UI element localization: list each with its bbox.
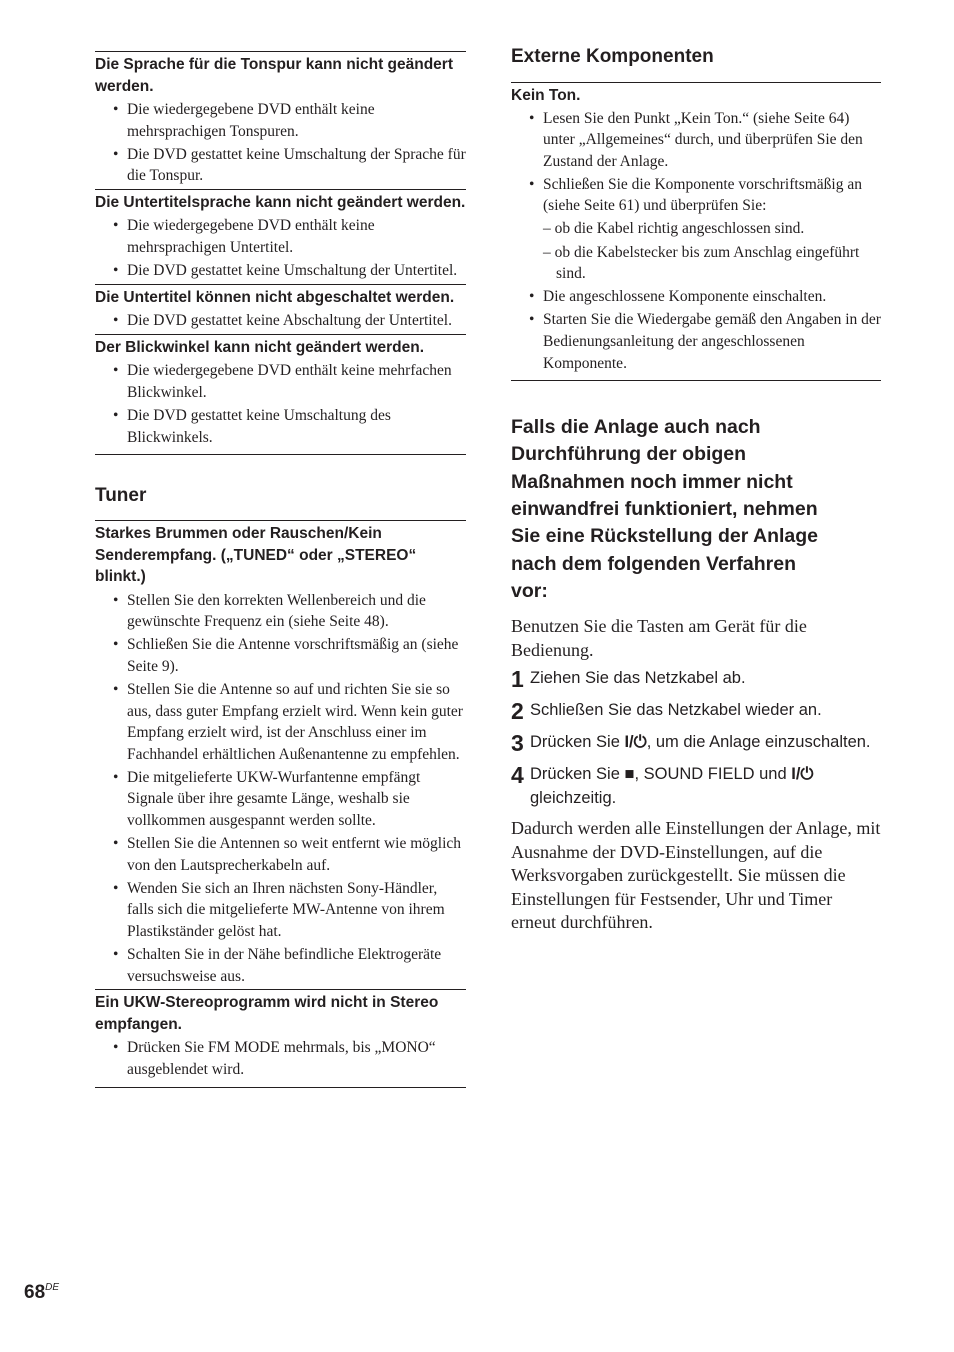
list-item: • Die mitgelieferte UKW-Wurfantenne empfängt Signale über ihre gesamte Länge, weshalb sie vollkommen ausgespannt werden sollte. — [127, 767, 466, 832]
divider — [95, 1087, 466, 1088]
list-item: • Die DVD gestattet keine Abschaltung der Untertitel. — [127, 310, 466, 332]
bullet-list — [95, 215, 466, 281]
section-title-external: Externe Komponenten — [511, 46, 714, 67]
list-item: • Wenden Sie sich an Ihren nächsten Sony-Händler, falls sich die mitgelieferte MW-Antenne von ihrem Plastikständer gelöst hat. — [127, 878, 466, 943]
stop-icon: ■ — [624, 765, 635, 784]
step-text: Schließen Sie das Netzkabel wieder an. — [530, 701, 822, 720]
list-item: • Die wiedergegebene DVD enthält keine mehrsprachigen Tonspuren. — [127, 99, 466, 142]
section-title-tuner: Tuner — [95, 485, 147, 507]
step-text: Drücken Sie I/⏻, um die Anlage einzuschalten. — [530, 733, 871, 752]
divider — [511, 380, 881, 381]
question-heading: Ein UKW-Stereoprogramm wird nicht in Stereo empfangen. — [95, 994, 439, 1033]
power-icon: I/⏻ — [624, 733, 647, 752]
step-text: Drücken Sie ■, SOUND FIELD und I/⏻ gleichzeitig. — [530, 765, 814, 807]
step-2 — [511, 699, 881, 723]
list-item: • Die DVD gestattet keine Umschaltung der Sprache für die Tonspur. — [127, 144, 466, 187]
bullet-list — [95, 1037, 466, 1080]
question-heading: Die Sprache für die Tonspur kann nicht geändert werden. — [95, 56, 453, 95]
list-item: • Schalten Sie in der Nähe befindliche Elektrogeräte versuchsweise aus. — [127, 944, 466, 987]
page-number-value: 68 — [24, 1282, 46, 1303]
reset-intro: Benutzen Sie die Tasten am Gerät für die Bedienung. — [511, 616, 807, 661]
language-code: DE — [45, 1282, 60, 1293]
list-item: • Die angeschlossene Komponente einschalten. — [543, 286, 881, 308]
heading-line: Sie eine Rückstellung der Anlage — [511, 525, 819, 548]
step-1 — [511, 667, 881, 691]
step-3 — [511, 731, 881, 755]
heading-line: nach dem folgenden Verfahren — [511, 552, 796, 575]
list-item: • Starten Sie die Wiedergabe gemäß den Angaben in der Bedienungsanleitung der angeschlossenen Komponente. — [543, 309, 881, 374]
step-number: 2 — [511, 698, 524, 725]
question-heading: Starkes Brummen oder Rauschen/Kein Senderempfang. („TUNED“ oder „STEREO“ blinkt.) — [95, 525, 417, 586]
step-number: 1 — [511, 666, 524, 693]
step-text: Ziehen Sie das Netzkabel ab. — [530, 669, 746, 688]
list-item: • Die DVD gestattet keine Umschaltung des Blickwinkels. — [127, 405, 466, 448]
list-subitem: – ob die Kabel richtig angeschlossen sind. — [543, 220, 805, 238]
list-item: • Stellen Sie die Antennen so weit entfernt wie möglich von den Lautsprecherkabeln auf. — [127, 833, 466, 876]
heading-line: Maßnahmen noch immer nicht — [511, 470, 793, 493]
list-item: • Die wiedergegebene DVD enthält keine mehrfachen Blickwinkel. — [127, 360, 466, 403]
bullet-list — [95, 99, 466, 187]
question-heading: Kein Ton. — [511, 87, 581, 104]
list-item: • Schließen Sie die Komponente vorschriftsmäßig an (siehe Seite 61) und überprüfen Sie: — [543, 174, 881, 217]
right-column — [511, 0, 881, 935]
list-item: • Die wiedergegebene DVD enthält keine mehrsprachigen Untertitel. — [127, 215, 466, 258]
list-item: • Schließen Sie die Antenne vorschriftsmäßig an (siehe Seite 9). — [127, 634, 466, 677]
heading-line: Falls die Anlage auch nach — [511, 416, 761, 439]
question-heading: Die Untertitel können nicht abgeschaltet werden. — [95, 288, 455, 306]
power-icon: I/⏻ — [791, 765, 814, 784]
reset-outro: Dadurch werden alle Einstellungen der Anlage, mit Ausnahme der DVD-Einstellungen, auf die Werksvorgaben zurückgestellt. Sie müssen die Einstellungen für Festsender, Uhr und Timer erneut durchführen. — [511, 818, 881, 933]
left-column — [95, 0, 466, 1088]
list-subitem: – ob die Kabelstecker bis zum Anschlag eingeführt sind. — [543, 243, 860, 283]
question-heading: Der Blickwinkel kann nicht geändert werden. — [95, 338, 425, 356]
list-item: • Die DVD gestattet keine Umschaltung der Untertitel. — [127, 260, 466, 282]
list-item: • Stellen Sie die Antenne so auf und richten Sie sie so aus, dass guter Empfang erzielt wird. Wenn kein guter Empfang erzielt wird, ist der Anschluss einer im Fachhandel erhältlichen Außenantenne zu empfehlen. — [127, 679, 466, 765]
step-number: 3 — [511, 730, 524, 757]
heading-line: einwandfrei funktioniert, nehmen — [511, 498, 818, 521]
bullet-list — [95, 310, 466, 332]
reset-heading — [511, 414, 881, 605]
question-heading: Die Untertitelsprache kann nicht geändert werden. — [95, 193, 466, 211]
step-number: 4 — [511, 762, 524, 789]
bullet-list — [95, 590, 466, 988]
page-number — [24, 1282, 59, 1304]
list-item: • Stellen Sie den korrekten Wellenbereich und die gewünschte Frequenz ein (siehe Seite 48). — [127, 590, 466, 633]
bullet-list — [511, 108, 881, 375]
bullet-list — [95, 360, 466, 448]
divider — [95, 454, 466, 455]
list-item: • Lesen Sie den Punkt „Kein Ton.“ (siehe Seite 64) unter „Allgemeines“ durch, und überprüfen Sie den Zustand der Anlage. — [543, 108, 881, 173]
list-item: • Drücken Sie FM MODE mehrmals, bis „MONO“ ausgeblendet wird. — [127, 1037, 466, 1080]
heading-line: vor: — [511, 579, 548, 602]
heading-line: Durchführung der obigen — [511, 443, 747, 466]
step-4 — [511, 763, 881, 810]
